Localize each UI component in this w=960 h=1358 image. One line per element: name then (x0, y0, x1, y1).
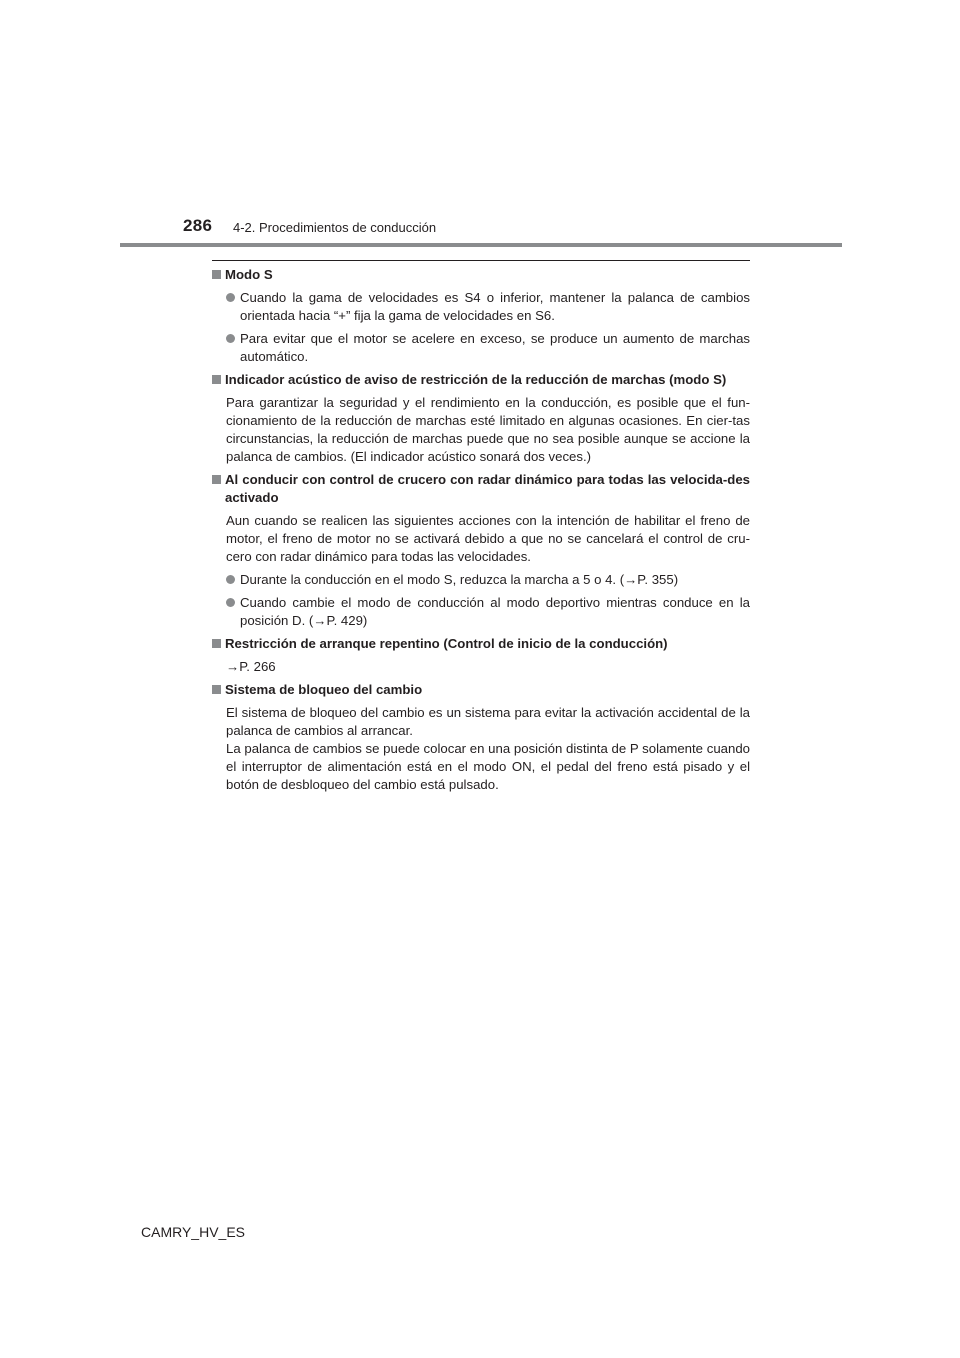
section-heading (212, 471, 750, 507)
section-heading (212, 266, 750, 284)
bullet-text: Durante la conducción en el modo S, reduzca la marcha a 5 o 4. (→P. 355) (240, 572, 679, 587)
round-bullet-icon (226, 334, 235, 343)
heading-text: Indicador acústico de aviso de restricción de la reducción de marchas (modo S) (225, 372, 727, 387)
square-bullet-icon (212, 270, 221, 279)
square-bullet-icon (212, 639, 221, 648)
section-radar-cruise (212, 471, 750, 630)
round-bullet-icon (226, 293, 235, 302)
bullet-item (226, 289, 750, 325)
bullet-item (226, 594, 750, 630)
bullet-text: Para evitar que el motor se acelere en exceso, se produce un aumento de marchas automático. (240, 331, 750, 364)
page-reference-link[interactable]: →P. 266 (226, 659, 276, 674)
section-heading (212, 681, 750, 699)
bullet-item (226, 330, 750, 366)
section-sudden-start (212, 635, 750, 676)
footer-model-code: CAMRY_HV_ES (141, 1224, 246, 1240)
section-heading (212, 635, 750, 653)
paragraph-line: El sistema de bloqueo del cambio es un sistema para evitar la activación accidental de la palanca de cambios al arrancar. (226, 705, 750, 738)
paragraph-line: La palanca de cambios se puede colocar en una posición distinta de P solamente cuando el interruptor de alimentación está en el modo ON, el pedal del freno está pisado y el botón de desbloqueo del cambio está pulsado. (226, 741, 750, 792)
square-bullet-icon (212, 375, 221, 384)
bullet-text: Cuando la gama de velocidades es S4 o inferior, mantener la palanca de cambios orientada hacia “+” fija la gama de velocidades en S6. (240, 290, 750, 323)
section-shift-lock (212, 681, 750, 794)
bullet-text: Cuando cambie el modo de conducción al modo deportivo mientras conduce en la posición D. (→P. 429) (240, 595, 750, 628)
section-title: 4-2. Procedimientos de conducción (233, 220, 437, 235)
heading-text: Modo S (225, 267, 273, 282)
content-divider (212, 260, 750, 261)
header-divider (120, 243, 842, 247)
section-paragraph (226, 704, 750, 794)
section-paragraph: Para garantizar la seguridad y el rendimiento en la conducción, es posible que el fun-cionamiento de la reducción de marchas esté limitado en algunas ocasiones. En cier-tas circunstancias, la reducción de marchas puede que no sea posible aunque se accione la palanca de cambios. (El indicador acústico sonará dos veces.) (226, 395, 750, 464)
square-bullet-icon (212, 475, 221, 484)
bullet-item (226, 571, 750, 589)
square-bullet-icon (212, 685, 221, 694)
heading-text: Sistema de bloqueo del cambio (225, 682, 423, 697)
section-downshift-buzzer (212, 371, 750, 466)
heading-text: Restricción de arranque repentino (Control de inicio de la conducción) (225, 636, 668, 651)
round-bullet-icon (226, 575, 235, 584)
page-number: 286 (183, 216, 213, 235)
page-content (212, 266, 750, 799)
round-bullet-icon (226, 598, 235, 607)
heading-text: Al conducir con control de crucero con radar dinámico para todas las velocida-des activado (225, 472, 750, 505)
section-heading (212, 371, 750, 389)
section-modo-s (212, 266, 750, 366)
section-paragraph: Aun cuando se realicen las siguientes acciones con la intención de habilitar el freno de motor, el freno de motor no se activará debido a que no se cancelará el control de cru-cero con radar dinámico para todas las velocidades. (226, 513, 750, 564)
page-header (0, 0, 960, 250)
